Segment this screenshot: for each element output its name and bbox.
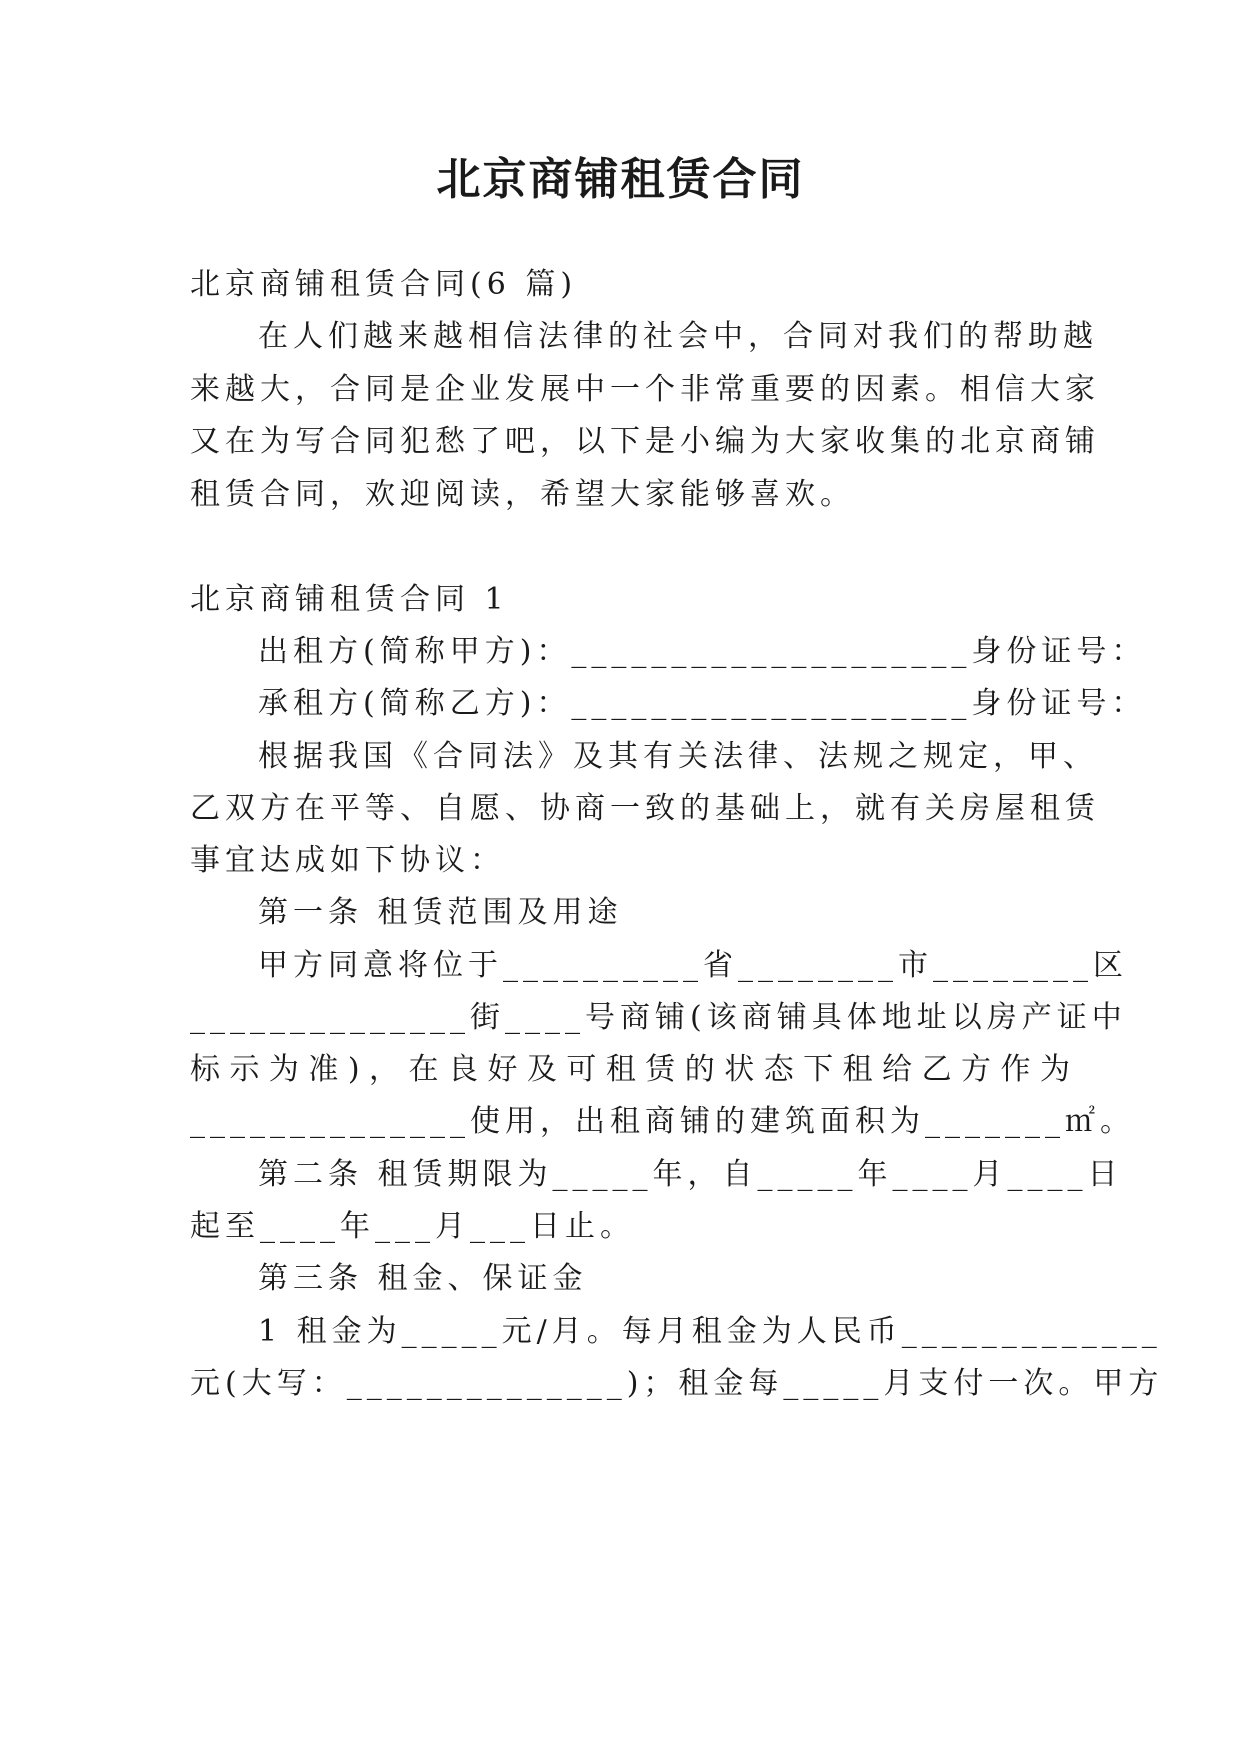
intro-line: 在人们越来越相信法律的社会中，合同对我们的帮助越 <box>258 319 1098 354</box>
party-a-line: 出租方(简称甲方)：____________________身份证号： <box>258 634 1147 669</box>
article1-heading: 第一条 租赁范围及用途 <box>258 895 623 930</box>
article2-line: 第二条 租赁期限为_____年，自_____年____月____日 <box>258 1157 1123 1192</box>
intro-line: 又在为写合同犯愁了吧，以下是小编为大家收集的北京商铺 <box>190 424 1100 459</box>
article3-line: 1 租金为_____元/月。每月租金为人民币_____________ <box>258 1314 1162 1349</box>
document-subtitle: 北京商铺租赁合同(6 篇) <box>190 267 578 302</box>
article2-line: 起至____年___月___日止。 <box>190 1209 635 1244</box>
intro-line: 租赁合同，欢迎阅读，希望大家能够喜欢。 <box>190 477 855 512</box>
article1-line: 甲方同意将位于__________省________市________区 <box>258 948 1128 983</box>
article3-heading: 第三条 租金、保证金 <box>258 1261 588 1296</box>
section-heading: 北京商铺租赁合同 1 <box>190 582 509 617</box>
basis-line: 乙双方在平等、自愿、协商一致的基础上，就有关房屋租赁 <box>190 791 1100 826</box>
document-title: 北京商铺租赁合同 <box>436 154 805 205</box>
article3-line: 元(大写：______________)；租金每_____月支付一次。甲方 <box>190 1366 1164 1401</box>
intro-line: 来越大，合同是企业发展中一个非常重要的因素。相信大家 <box>190 372 1100 407</box>
party-b-line: 承租方(简称乙方)：____________________身份证号： <box>258 686 1147 721</box>
basis-line: 事宜达成如下协议： <box>190 843 505 878</box>
article1-line: 标示为准)，在良好及可租赁的状态下租给乙方作为 <box>190 1052 1070 1087</box>
article1-line: ______________街____号商铺(该商铺具体地址以房产证中 <box>190 1000 1127 1035</box>
basis-line: 根据我国《合同法》及其有关法律、法规之规定，甲、 <box>258 739 1098 774</box>
article1-line: ______________使用，出租商铺的建筑面积为_______㎡。 <box>190 1104 1135 1139</box>
